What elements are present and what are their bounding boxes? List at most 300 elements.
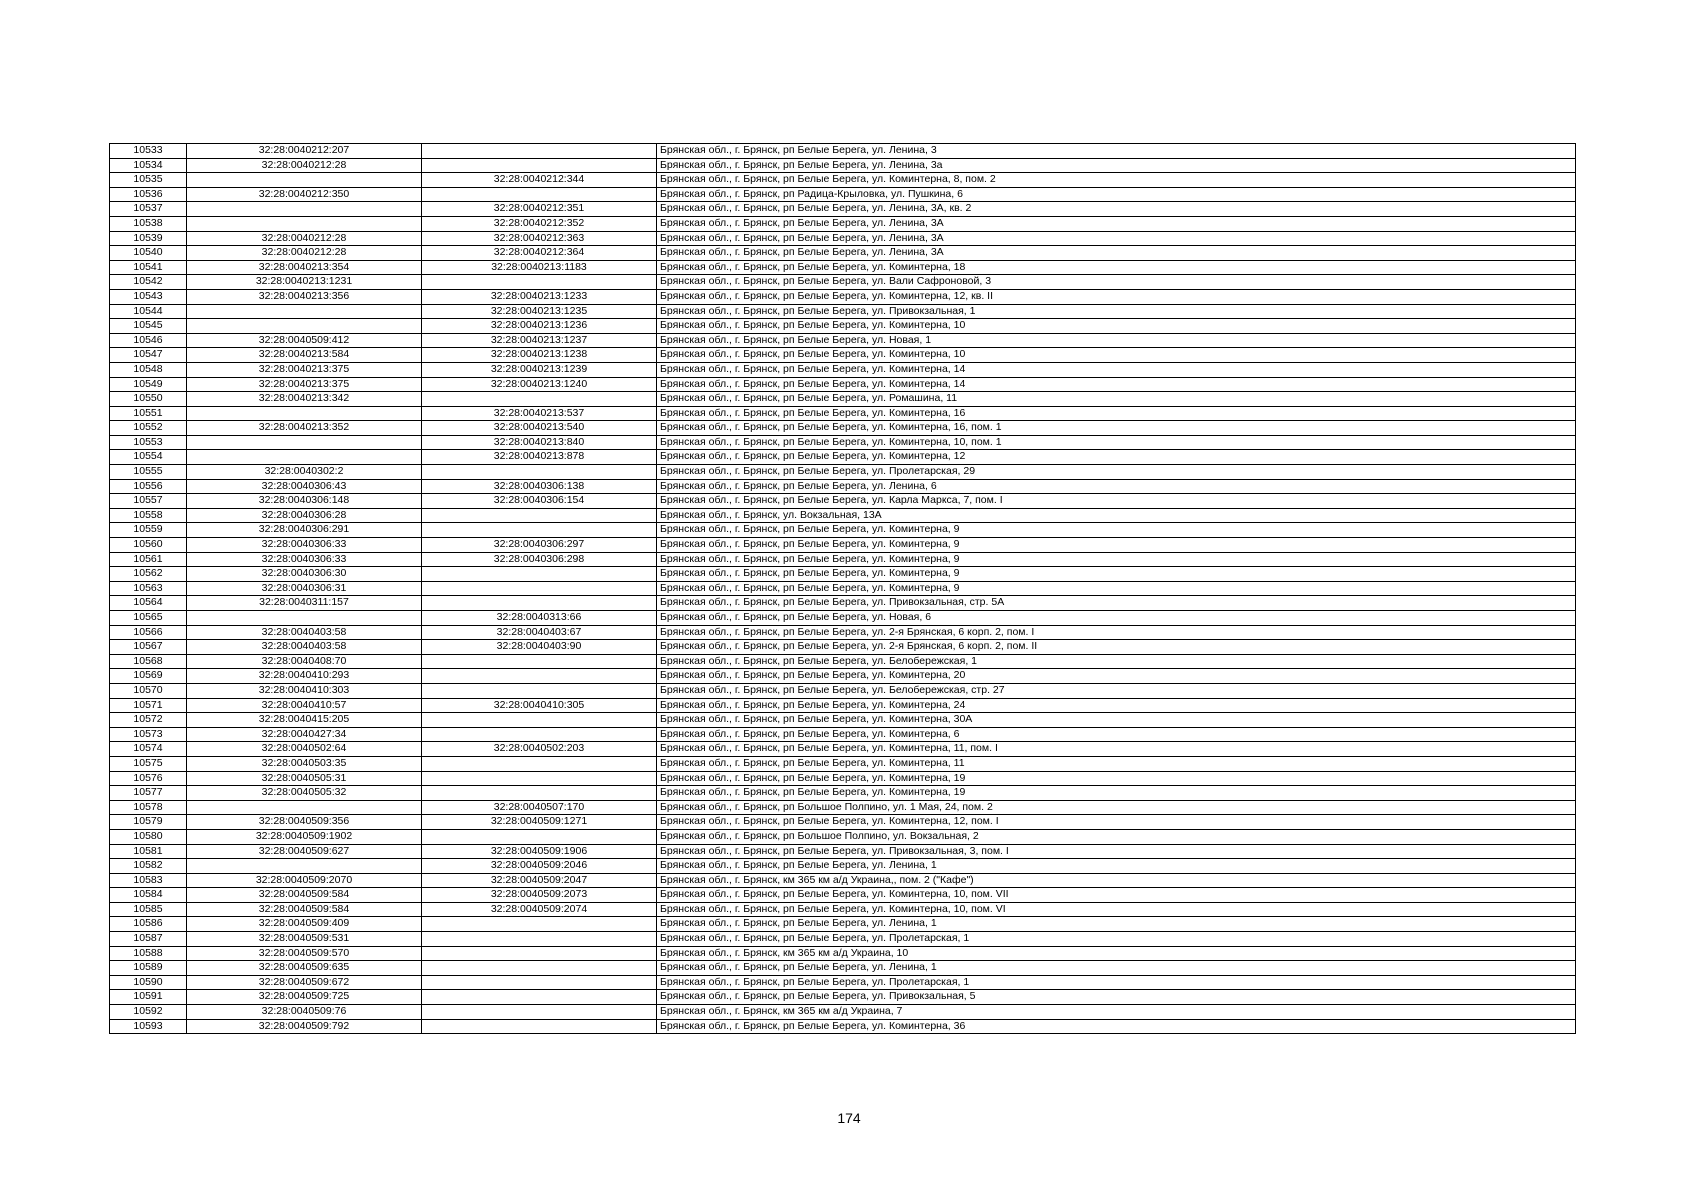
cadastral-number-cell: 32:28:0040509:409	[187, 917, 422, 932]
address-cell: Брянская обл., г. Брянск, рп Белые Берега, ул. Коминтерна, 10, пом. VI	[657, 902, 1576, 917]
premise-cadastral-number-cell: 32:28:0040213:1235	[422, 304, 657, 319]
row-number-cell: 10591	[110, 990, 187, 1005]
premise-cadastral-number-cell: 32:28:0040212:364	[422, 246, 657, 261]
row-number-cell: 10552	[110, 421, 187, 436]
cadastral-number-cell: 32:28:0040509:412	[187, 333, 422, 348]
table-row	[110, 844, 1576, 859]
address-cell: Брянская обл., г. Брянск, рп Белые Берега, ул. Коминтерна, 10, пом. VII	[657, 888, 1576, 903]
premise-cadastral-number-cell: 32:28:0040212:344	[422, 173, 657, 188]
address-cell: Брянская обл., г. Брянск, рп Белые Берега, ул. Коминтерна, 20	[657, 669, 1576, 684]
premise-cadastral-number-cell: 32:28:0040509:2073	[422, 888, 657, 903]
premise-cadastral-number-cell: 32:28:0040306:297	[422, 538, 657, 553]
premise-cadastral-number-cell: 32:28:0040509:1271	[422, 815, 657, 830]
premise-cadastral-number-cell	[422, 567, 657, 582]
address-cell: Брянская обл., г. Брянск, рп Белые Берега, ул. 2-я Брянская, 6 корп. 2, пом. II	[657, 640, 1576, 655]
row-number-cell: 10574	[110, 742, 187, 757]
row-number-cell: 10560	[110, 538, 187, 553]
row-number-cell: 10557	[110, 494, 187, 509]
table-row	[110, 523, 1576, 538]
table-row	[110, 275, 1576, 290]
address-cell: Брянская обл., г. Брянск, рп Белые Берега, ул. Коминтерна, 19	[657, 771, 1576, 786]
address-cell: Брянская обл., г. Брянск, рп Белые Берега, ул. Привокзальная, 1	[657, 304, 1576, 319]
table-row	[110, 596, 1576, 611]
registry-table-body	[110, 144, 1576, 1034]
table-row	[110, 187, 1576, 202]
address-cell: Брянская обл., г. Брянск, рп Белые Берега, ул. Коминтерна, 12	[657, 450, 1576, 465]
cadastral-number-cell: 32:28:0040306:28	[187, 508, 422, 523]
premise-cadastral-number-cell	[422, 581, 657, 596]
table-row	[110, 144, 1576, 159]
table-row	[110, 625, 1576, 640]
table-row	[110, 362, 1576, 377]
premise-cadastral-number-cell: 32:28:0040213:540	[422, 421, 657, 436]
address-cell: Брянская обл., г. Брянск, рп Радица-Крыловка, ул. Пушкина, 6	[657, 187, 1576, 202]
row-number-cell: 10553	[110, 435, 187, 450]
table-row	[110, 800, 1576, 815]
address-cell: Брянская обл., г. Брянск, рп Белые Берега, ул. Новая, 1	[657, 333, 1576, 348]
table-row	[110, 552, 1576, 567]
table-row	[110, 756, 1576, 771]
premise-cadastral-number-cell: 32:28:0040306:154	[422, 494, 657, 509]
address-cell: Брянская обл., г. Брянск, рп Белые Берега, ул. Ленина, 1	[657, 961, 1576, 976]
address-cell: Брянская обл., г. Брянск, рп Белые Берега, ул. Ленина, 3А	[657, 231, 1576, 246]
cadastral-number-cell	[187, 216, 422, 231]
table-row	[110, 829, 1576, 844]
premise-cadastral-number-cell: 32:28:0040212:363	[422, 231, 657, 246]
cadastral-number-cell: 32:28:0040509:584	[187, 888, 422, 903]
property-registry-table	[109, 143, 1576, 1034]
row-number-cell: 10564	[110, 596, 187, 611]
cadastral-number-cell: 32:28:0040213:356	[187, 289, 422, 304]
table-row	[110, 917, 1576, 932]
table-row	[110, 742, 1576, 757]
row-number-cell: 10565	[110, 611, 187, 626]
row-number-cell: 10584	[110, 888, 187, 903]
row-number-cell: 10583	[110, 873, 187, 888]
row-number-cell: 10533	[110, 144, 187, 159]
address-cell: Брянская обл., г. Брянск, рп Белые Берега, ул. Коминтерна, 9	[657, 567, 1576, 582]
table-row	[110, 246, 1576, 261]
premise-cadastral-number-cell: 32:28:0040213:537	[422, 406, 657, 421]
table-row	[110, 348, 1576, 363]
cadastral-number-cell	[187, 859, 422, 874]
address-cell: Брянская обл., г. Брянск, рп Белые Берега, ул. Коминтерна, 9	[657, 581, 1576, 596]
cadastral-number-cell: 32:28:0040410:293	[187, 669, 422, 684]
premise-cadastral-number-cell: 32:28:0040212:351	[422, 202, 657, 217]
premise-cadastral-number-cell	[422, 669, 657, 684]
row-number-cell: 10550	[110, 392, 187, 407]
cadastral-number-cell: 32:28:0040509:76	[187, 1005, 422, 1020]
cadastral-number-cell: 32:28:0040306:30	[187, 567, 422, 582]
row-number-cell: 10545	[110, 319, 187, 334]
table-row	[110, 333, 1576, 348]
premise-cadastral-number-cell	[422, 829, 657, 844]
premise-cadastral-number-cell: 32:28:0040313:66	[422, 611, 657, 626]
row-number-cell: 10548	[110, 362, 187, 377]
table-row	[110, 713, 1576, 728]
row-number-cell: 10566	[110, 625, 187, 640]
row-number-cell: 10542	[110, 275, 187, 290]
row-number-cell: 10543	[110, 289, 187, 304]
row-number-cell: 10592	[110, 1005, 187, 1020]
row-number-cell: 10593	[110, 1019, 187, 1034]
row-number-cell: 10590	[110, 975, 187, 990]
cadastral-number-cell: 32:28:0040306:43	[187, 479, 422, 494]
table-row	[110, 450, 1576, 465]
cadastral-number-cell	[187, 611, 422, 626]
cadastral-number-cell: 32:28:0040415:205	[187, 713, 422, 728]
table-row	[110, 158, 1576, 173]
row-number-cell: 10570	[110, 683, 187, 698]
cadastral-number-cell: 32:28:0040306:148	[187, 494, 422, 509]
address-cell: Брянская обл., г. Брянск, рп Белые Берега, ул. Ленина, 3А	[657, 246, 1576, 261]
premise-cadastral-number-cell	[422, 771, 657, 786]
cadastral-number-cell: 32:28:0040509:584	[187, 902, 422, 917]
premise-cadastral-number-cell: 32:28:0040509:2074	[422, 902, 657, 917]
address-cell: Брянская обл., г. Брянск, рп Белые Берега, ул. Коминтерна, 9	[657, 552, 1576, 567]
premise-cadastral-number-cell	[422, 975, 657, 990]
row-number-cell: 10576	[110, 771, 187, 786]
address-cell: Брянская обл., г. Брянск, рп Белые Берега, ул. Пролетарская, 29	[657, 465, 1576, 480]
cadastral-number-cell: 32:28:0040410:57	[187, 698, 422, 713]
address-cell: Брянская обл., г. Брянск, рп Белые Берега, ул. Коминтерна, 10	[657, 319, 1576, 334]
cadastral-number-cell	[187, 304, 422, 319]
table-row	[110, 494, 1576, 509]
premise-cadastral-number-cell: 32:28:0040403:67	[422, 625, 657, 640]
cadastral-number-cell: 32:28:0040509:725	[187, 990, 422, 1005]
address-cell: Брянская обл., г. Брянск, рп Белые Берега, ул. Ленина, 3А, кв. 2	[657, 202, 1576, 217]
cadastral-number-cell: 32:28:0040212:350	[187, 187, 422, 202]
premise-cadastral-number-cell	[422, 1005, 657, 1020]
row-number-cell: 10567	[110, 640, 187, 655]
address-cell: Брянская обл., г. Брянск, рп Большое Полпино, ул. 1 Мая, 24, пом. 2	[657, 800, 1576, 815]
row-number-cell: 10569	[110, 669, 187, 684]
address-cell: Брянская обл., г. Брянск, рп Белые Берега, ул. Коминтерна, 6	[657, 727, 1576, 742]
cadastral-number-cell: 32:28:0040213:1231	[187, 275, 422, 290]
row-number-cell: 10539	[110, 231, 187, 246]
cadastral-number-cell: 32:28:0040213:354	[187, 260, 422, 275]
cadastral-number-cell	[187, 319, 422, 334]
premise-cadastral-number-cell: 32:28:0040502:203	[422, 742, 657, 757]
table-row	[110, 640, 1576, 655]
premise-cadastral-number-cell	[422, 1019, 657, 1034]
row-number-cell: 10568	[110, 654, 187, 669]
address-cell: Брянская обл., г. Брянск, рп Белые Берега, ул. Коминтерна, 11	[657, 756, 1576, 771]
address-cell: Брянская обл., г. Брянск, рп Белые Берега, ул. Коминтерна, 10	[657, 348, 1576, 363]
table-row	[110, 173, 1576, 188]
table-row	[110, 392, 1576, 407]
premise-cadastral-number-cell	[422, 508, 657, 523]
row-number-cell: 10540	[110, 246, 187, 261]
row-number-cell: 10577	[110, 786, 187, 801]
premise-cadastral-number-cell	[422, 756, 657, 771]
premise-cadastral-number-cell	[422, 275, 657, 290]
premise-cadastral-number-cell: 32:28:0040213:1239	[422, 362, 657, 377]
cadastral-number-cell: 32:28:0040503:35	[187, 756, 422, 771]
premise-cadastral-number-cell: 32:28:0040213:1237	[422, 333, 657, 348]
premise-cadastral-number-cell	[422, 187, 657, 202]
cadastral-number-cell	[187, 435, 422, 450]
cadastral-number-cell: 32:28:0040311:157	[187, 596, 422, 611]
premise-cadastral-number-cell	[422, 596, 657, 611]
cadastral-number-cell: 32:28:0040509:672	[187, 975, 422, 990]
address-cell: Брянская обл., г. Брянск, рп Белые Берега, ул. Вали Сафроновой, 3	[657, 275, 1576, 290]
row-number-cell: 10563	[110, 581, 187, 596]
premise-cadastral-number-cell	[422, 990, 657, 1005]
row-number-cell: 10551	[110, 406, 187, 421]
premise-cadastral-number-cell: 32:28:0040213:1183	[422, 260, 657, 275]
address-cell: Брянская обл., г. Брянск, рп Белые Берега, ул. Коминтерна, 30А	[657, 713, 1576, 728]
cadastral-number-cell: 32:28:0040509:1902	[187, 829, 422, 844]
row-number-cell: 10575	[110, 756, 187, 771]
premise-cadastral-number-cell	[422, 523, 657, 538]
address-cell: Брянская обл., г. Брянск, рп Белые Берега, ул. Ленина, 3А	[657, 216, 1576, 231]
premise-cadastral-number-cell	[422, 961, 657, 976]
address-cell: Брянская обл., г. Брянск, рп Белые Берега, ул. 2-я Брянская, 6 корп. 2, пом. I	[657, 625, 1576, 640]
cadastral-number-cell	[187, 800, 422, 815]
premise-cadastral-number-cell: 32:28:0040509:2046	[422, 859, 657, 874]
address-cell: Брянская обл., г. Брянск, рп Белые Берега, ул. Пролетарская, 1	[657, 975, 1576, 990]
premise-cadastral-number-cell: 32:28:0040213:878	[422, 450, 657, 465]
address-cell: Брянская обл., г. Брянск, рп Белые Берега, ул. Привокзальная, 5	[657, 990, 1576, 1005]
row-number-cell: 10589	[110, 961, 187, 976]
premise-cadastral-number-cell: 32:28:0040213:1238	[422, 348, 657, 363]
address-cell: Брянская обл., г. Брянск, рп Белые Берега, ул. Коминтерна, 18	[657, 260, 1576, 275]
cadastral-number-cell: 32:28:0040212:28	[187, 231, 422, 246]
address-cell: Брянская обл., г. Брянск, рп Белые Берега, ул. Коминтерна, 14	[657, 377, 1576, 392]
address-cell: Брянская обл., г. Брянск, рп Белые Берега, ул. Привокзальная, стр. 5А	[657, 596, 1576, 611]
premise-cadastral-number-cell: 32:28:0040306:138	[422, 479, 657, 494]
table-row	[110, 990, 1576, 1005]
table-row	[110, 465, 1576, 480]
table-row	[110, 581, 1576, 596]
cadastral-number-cell: 32:28:0040403:58	[187, 625, 422, 640]
cadastral-number-cell: 32:28:0040509:531	[187, 932, 422, 947]
table-row	[110, 683, 1576, 698]
cadastral-number-cell: 32:28:0040509:635	[187, 961, 422, 976]
row-number-cell: 10549	[110, 377, 187, 392]
address-cell: Брянская обл., г. Брянск, ул. Вокзальная, 13А	[657, 508, 1576, 523]
cadastral-number-cell	[187, 450, 422, 465]
address-cell: Брянская обл., г. Брянск, рп Белые Берега, ул. Коминтерна, 19	[657, 786, 1576, 801]
row-number-cell: 10546	[110, 333, 187, 348]
row-number-cell: 10547	[110, 348, 187, 363]
address-cell: Брянская обл., г. Брянск, рп Белые Берега, ул. Коминтерна, 8, пом. 2	[657, 173, 1576, 188]
row-number-cell: 10585	[110, 902, 187, 917]
address-cell: Брянская обл., г. Брянск, рп Белые Берега, ул. Ленина, 3а	[657, 158, 1576, 173]
premise-cadastral-number-cell: 32:28:0040213:1240	[422, 377, 657, 392]
table-row	[110, 961, 1576, 976]
row-number-cell: 10586	[110, 917, 187, 932]
address-cell: Брянская обл., г. Брянск, рп Большое Полпино, ул. Вокзальная, 2	[657, 829, 1576, 844]
row-number-cell: 10578	[110, 800, 187, 815]
cadastral-number-cell	[187, 173, 422, 188]
address-cell: Брянская обл., г. Брянск, рп Белые Берега, ул. Пролетарская, 1	[657, 932, 1576, 947]
table-row	[110, 727, 1576, 742]
premise-cadastral-number-cell	[422, 392, 657, 407]
table-row	[110, 538, 1576, 553]
address-cell: Брянская обл., г. Брянск, рп Белые Берега, ул. Ромашина, 11	[657, 392, 1576, 407]
address-cell: Брянская обл., г. Брянск, рп Белые Берега, ул. Коминтерна, 16	[657, 406, 1576, 421]
premise-cadastral-number-cell: 32:28:0040212:352	[422, 216, 657, 231]
address-cell: Брянская обл., г. Брянск, рп Белые Берега, ул. Ленина, 1	[657, 917, 1576, 932]
table-row	[110, 771, 1576, 786]
address-cell: Брянская обл., г. Брянск, км 365 км а/д Украина, 7	[657, 1005, 1576, 1020]
table-row	[110, 421, 1576, 436]
premise-cadastral-number-cell	[422, 946, 657, 961]
row-number-cell: 10562	[110, 567, 187, 582]
premise-cadastral-number-cell: 32:28:0040507:170	[422, 800, 657, 815]
address-cell: Брянская обл., г. Брянск, рп Белые Берега, ул. Ленина, 6	[657, 479, 1576, 494]
row-number-cell: 10581	[110, 844, 187, 859]
cadastral-number-cell: 32:28:0040213:375	[187, 377, 422, 392]
cadastral-number-cell: 32:28:0040505:31	[187, 771, 422, 786]
premise-cadastral-number-cell: 32:28:0040509:2047	[422, 873, 657, 888]
table-row	[110, 815, 1576, 830]
row-number-cell: 10582	[110, 859, 187, 874]
row-number-cell: 10544	[110, 304, 187, 319]
address-cell: Брянская обл., г. Брянск, км 365 км а/д Украина,, пом. 2 ("Кафе")	[657, 873, 1576, 888]
cadastral-number-cell: 32:28:0040427:34	[187, 727, 422, 742]
table-row	[110, 435, 1576, 450]
cadastral-number-cell: 32:28:0040509:356	[187, 815, 422, 830]
row-number-cell: 10579	[110, 815, 187, 830]
premise-cadastral-number-cell	[422, 144, 657, 159]
table-row	[110, 319, 1576, 334]
address-cell: Брянская обл., г. Брянск, рп Белые Берега, ул. Коминтерна, 24	[657, 698, 1576, 713]
row-number-cell: 10541	[110, 260, 187, 275]
table-row	[110, 932, 1576, 947]
cadastral-number-cell: 32:28:0040403:58	[187, 640, 422, 655]
address-cell: Брянская обл., г. Брянск, рп Белые Берега, ул. Коминтерна, 10, пом. 1	[657, 435, 1576, 450]
cadastral-number-cell: 32:28:0040213:352	[187, 421, 422, 436]
table-row	[110, 654, 1576, 669]
table-row	[110, 975, 1576, 990]
premise-cadastral-number-cell	[422, 713, 657, 728]
address-cell: Брянская обл., г. Брянск, рп Белые Берега, ул. Коминтерна, 9	[657, 523, 1576, 538]
table-row	[110, 1005, 1576, 1020]
cadastral-number-cell: 32:28:0040213:584	[187, 348, 422, 363]
cadastral-number-cell: 32:28:0040505:32	[187, 786, 422, 801]
row-number-cell: 10573	[110, 727, 187, 742]
table-row	[110, 611, 1576, 626]
table-row	[110, 698, 1576, 713]
cadastral-number-cell	[187, 406, 422, 421]
address-cell: Брянская обл., г. Брянск, рп Белые Берега, ул. Ленина, 3	[657, 144, 1576, 159]
table-row	[110, 902, 1576, 917]
row-number-cell: 10559	[110, 523, 187, 538]
table-row	[110, 260, 1576, 275]
row-number-cell: 10572	[110, 713, 187, 728]
address-cell: Брянская обл., г. Брянск, рп Белые Берега, ул. Коминтерна, 11, пом. I	[657, 742, 1576, 757]
table-row	[110, 231, 1576, 246]
address-cell: Брянская обл., г. Брянск, рп Белые Берега, ул. Коминтерна, 36	[657, 1019, 1576, 1034]
row-number-cell: 10534	[110, 158, 187, 173]
cadastral-number-cell: 32:28:0040408:70	[187, 654, 422, 669]
table-row	[110, 567, 1576, 582]
row-number-cell: 10558	[110, 508, 187, 523]
cadastral-number-cell: 32:28:0040212:207	[187, 144, 422, 159]
premise-cadastral-number-cell	[422, 727, 657, 742]
row-number-cell: 10587	[110, 932, 187, 947]
cadastral-number-cell: 32:28:0040509:792	[187, 1019, 422, 1034]
table-row	[110, 1019, 1576, 1034]
address-cell: Брянская обл., г. Брянск, рп Белые Берега, ул. Коминтерна, 12, кв. II	[657, 289, 1576, 304]
table-row	[110, 479, 1576, 494]
row-number-cell: 10580	[110, 829, 187, 844]
cadastral-number-cell: 32:28:0040410:303	[187, 683, 422, 698]
cadastral-number-cell: 32:28:0040306:33	[187, 538, 422, 553]
address-cell: Брянская обл., г. Брянск, рп Белые Берега, ул. Коминтерна, 9	[657, 538, 1576, 553]
row-number-cell: 10556	[110, 479, 187, 494]
address-cell: Брянская обл., г. Брянск, рп Белые Берега, ул. Белобережская, стр. 27	[657, 683, 1576, 698]
cadastral-number-cell: 32:28:0040509:570	[187, 946, 422, 961]
cadastral-number-cell	[187, 202, 422, 217]
address-cell: Брянская обл., г. Брянск, рп Белые Берега, ул. Ленина, 1	[657, 859, 1576, 874]
row-number-cell: 10588	[110, 946, 187, 961]
row-number-cell: 10538	[110, 216, 187, 231]
cadastral-number-cell: 32:28:0040306:291	[187, 523, 422, 538]
address-cell: Брянская обл., г. Брянск, рп Белые Берега, ул. Белобережская, 1	[657, 654, 1576, 669]
cadastral-number-cell: 32:28:0040509:2070	[187, 873, 422, 888]
premise-cadastral-number-cell	[422, 158, 657, 173]
table-row	[110, 202, 1576, 217]
row-number-cell: 10571	[110, 698, 187, 713]
premise-cadastral-number-cell	[422, 654, 657, 669]
address-cell: Брянская обл., г. Брянск, рп Белые Берега, ул. Карла Маркса, 7, пом. I	[657, 494, 1576, 509]
address-cell: Брянская обл., г. Брянск, рп Белые Берега, ул. Коминтерна, 12, пом. I	[657, 815, 1576, 830]
table-row	[110, 786, 1576, 801]
cadastral-number-cell: 32:28:0040306:31	[187, 581, 422, 596]
cadastral-number-cell: 32:28:0040302:2	[187, 465, 422, 480]
cadastral-number-cell: 32:28:0040213:375	[187, 362, 422, 377]
table-row	[110, 888, 1576, 903]
page-number: 174	[837, 1110, 861, 1126]
table-row	[110, 304, 1576, 319]
cadastral-number-cell: 32:28:0040502:64	[187, 742, 422, 757]
table-row	[110, 508, 1576, 523]
cadastral-number-cell: 32:28:0040212:28	[187, 246, 422, 261]
table-row	[110, 669, 1576, 684]
premise-cadastral-number-cell	[422, 683, 657, 698]
address-cell: Брянская обл., г. Брянск, рп Белые Берега, ул. Коминтерна, 14	[657, 362, 1576, 377]
row-number-cell: 10554	[110, 450, 187, 465]
cadastral-number-cell: 32:28:0040509:627	[187, 844, 422, 859]
table-row	[110, 859, 1576, 874]
cadastral-number-cell: 32:28:0040212:28	[187, 158, 422, 173]
address-cell: Брянская обл., г. Брянск, рп Белые Берега, ул. Привокзальная, 3, пом. I	[657, 844, 1576, 859]
premise-cadastral-number-cell: 32:28:0040403:90	[422, 640, 657, 655]
table-row	[110, 873, 1576, 888]
premise-cadastral-number-cell: 32:28:0040213:840	[422, 435, 657, 450]
row-number-cell: 10537	[110, 202, 187, 217]
premise-cadastral-number-cell	[422, 786, 657, 801]
premise-cadastral-number-cell: 32:28:0040509:1906	[422, 844, 657, 859]
address-cell: Брянская обл., г. Брянск, рп Белые Берега, ул. Коминтерна, 16, пом. 1	[657, 421, 1576, 436]
premise-cadastral-number-cell: 32:28:0040306:298	[422, 552, 657, 567]
premise-cadastral-number-cell: 32:28:0040213:1233	[422, 289, 657, 304]
premise-cadastral-number-cell: 32:28:0040213:1236	[422, 319, 657, 334]
row-number-cell: 10561	[110, 552, 187, 567]
row-number-cell: 10535	[110, 173, 187, 188]
table-row	[110, 216, 1576, 231]
address-cell: Брянская обл., г. Брянск, км 365 км а/д Украина, 10	[657, 946, 1576, 961]
table-row	[110, 946, 1576, 961]
table-row	[110, 289, 1576, 304]
premise-cadastral-number-cell	[422, 917, 657, 932]
address-cell: Брянская обл., г. Брянск, рп Белые Берега, ул. Новая, 6	[657, 611, 1576, 626]
table-row	[110, 377, 1576, 392]
